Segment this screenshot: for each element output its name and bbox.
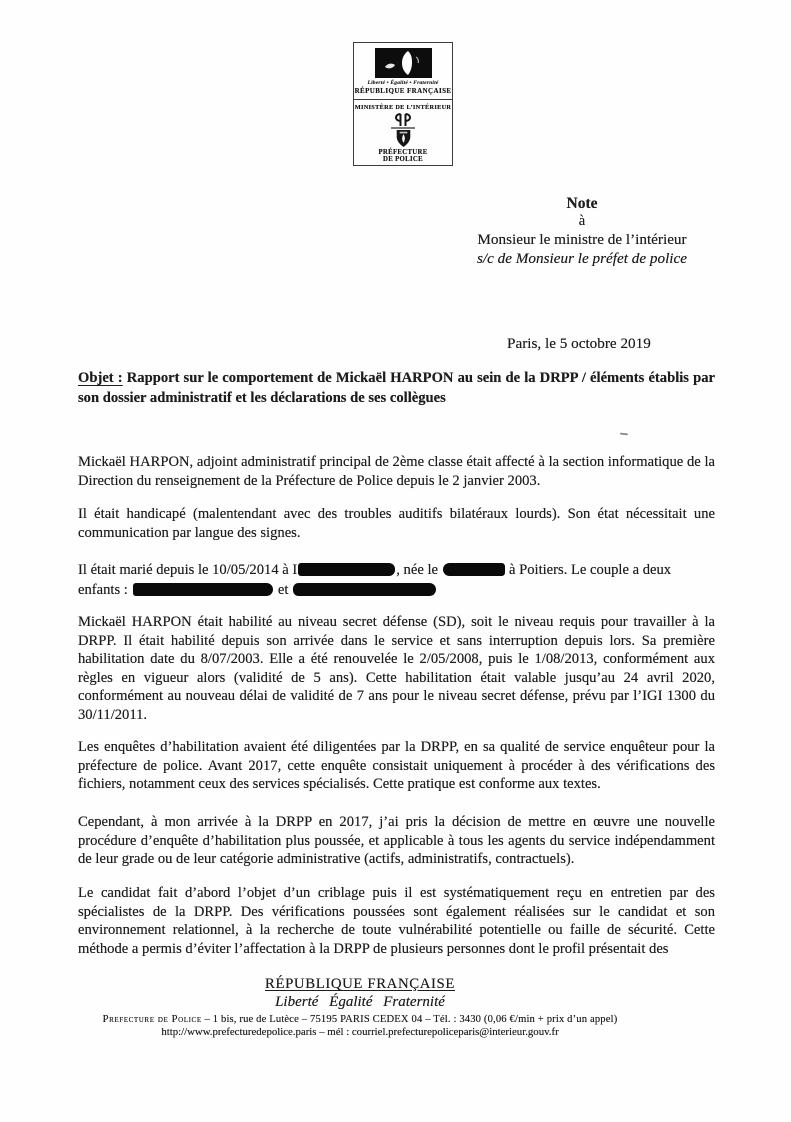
logo-divider: [354, 99, 452, 100]
marianne-icon: [375, 48, 432, 78]
redaction-bar-child2: [293, 583, 436, 596]
logo-prefecture: [378, 149, 427, 163]
paragraph-enquetes: Les enquêtes d’habilitation avaient été diligentées par la DRPP, en sa qualité de service enquêteur pour la préfecture de police. Avant 2017, cette enquête consistait uniquement à procéder à des vérifications des fichiers, notamment ceux des services spécialisés. Cette pratique est conforme aux textes.: [78, 739, 715, 793]
marriage-line1: [78, 561, 723, 581]
scan-artifact: [620, 433, 628, 436]
marriage-line2: [78, 581, 723, 601]
marriage-text-3: à Poitiers. Le couple a deux: [508, 562, 672, 578]
footer-devise: Liberté Égalité Fraternité: [275, 994, 445, 1010]
objet-paragraph: [78, 369, 715, 408]
marriage-text-5: et: [277, 581, 289, 598]
logo-prefecture-line1: PRÉFECTURE: [378, 149, 428, 156]
footer-website: http://www.prefecturedepolice.paris – mél : courriel.prefecturepoliceparis@interieur.gouv.fr: [161, 1026, 559, 1038]
marriage-text-2: , née le: [396, 562, 438, 578]
footer-block: [55, 976, 665, 1038]
logo-motto: Liberté • Égalité • Fraternité: [367, 80, 439, 86]
note-a: à: [578, 213, 586, 229]
footer-address-rest: – 1 bis, rue de Lutèce – 75195 PARIS CEDEX 04 – Tél. : 3430 (0,06 €/min + prix d’un appel): [201, 1014, 618, 1025]
logo-republique: RÉPUBLIQUE FRANÇAISE: [354, 87, 452, 95]
marriage-text-1: Il était marié depuis le 10/05/2014 à I: [78, 562, 298, 578]
paragraph-handicap: Il était handicapé (malentendant avec des troubles auditifs bilatéraux lourds). Son état nécessitait une communication par langue des signes.: [78, 506, 715, 541]
note-recipient: Monsieur le ministre de l’intérieur: [477, 231, 687, 248]
paragraph-habilitation: Mickaël HARPON était habilité au niveau secret défense (SD), soit le niveau requis pour travailler à la DRPP. Il était habilité depuis son arrivée dans le service et sans interruption depuis lors. Sa première habilitation date du 8/07/2003. Elle a été renouvelée le 2/05/2008, puis le 1/08/2013, conformément aux règles en vigueur alors (validité de 5 ans). Cette habilitation était valable jusqu’au 24 avril 2020, conformément au nouveau délai de validité de 7 ans pour le niveau secret défense, prévu par l’IGI 1300 du 30/11/2011.: [78, 614, 715, 723]
note-block: [438, 195, 726, 268]
header-logo-box: [353, 42, 453, 166]
logo-ministere: MINISTÈRE DE L’INTÉRIEUR: [354, 104, 452, 111]
redaction-bar-spouse-name: [298, 563, 395, 576]
note-title: Note: [566, 195, 598, 212]
redaction-bar-child1: [133, 583, 273, 596]
objet-label: Objet :: [78, 370, 123, 386]
paragraph-marriage: [78, 561, 723, 600]
logo-prefecture-line2: DE POLICE: [383, 156, 423, 163]
footer-org: Prefecture de Police: [102, 1014, 202, 1025]
marriage-text-4: enfants :: [78, 581, 128, 598]
dateline: Paris, le 5 octobre 2019: [507, 335, 651, 352]
pp-monogram-icon: [388, 112, 418, 129]
paragraph-affectation: Mickaël HARPON, adjoint administratif principal de 2ème classe était affecté à la section informatique de la Direction du renseignement de la Préfecture de Police depuis le 2 janvier 2003.: [78, 454, 715, 489]
footer-republique: RÉPUBLIQUE FRANÇAISE: [265, 976, 455, 992]
paragraph-procedure: Cependant, à mon arrivée à la DRPP en 2017, j’ai pris la décision de mettre en œuvre une nouvelle procédure d’enquête d’habilitation plus poussée, et applicable à tous les agents du service indépendamment de leur grade ou de leur catégorie administrative (actifs, administratifs, contractuels).: [78, 814, 715, 868]
paragraph-criblage: Le candidat fait d’abord l’objet d’un criblage puis il est systématiquement reçu en entretien par des spécialistes de la DRPP. Des vérifications poussées sont également réalisées sur le candidat et son environnement relationnel, à la recherche de toute vulnérabilité potentielle ou faille de sécurité. Cette méthode a permis d’éviter l’affectation à la DRPP de plusieurs personnes dont le profil présentait des: [78, 885, 715, 957]
note-via: s/c de Monsieur le préfet de police: [476, 250, 688, 267]
police-shield-icon: [395, 129, 412, 148]
footer-address: [55, 1014, 665, 1025]
redaction-bar-birthdate: [443, 563, 505, 576]
objet-text: Rapport sur le comportement de Mickaël HARPON au sein de la DRPP / éléments établis par son dossier administratif et les déclarations de ses collègues: [78, 370, 715, 406]
